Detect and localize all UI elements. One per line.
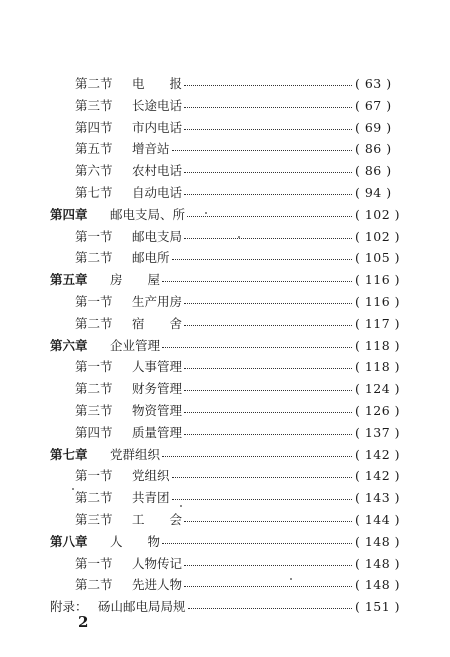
toc-page-number: ( 86 ) [355,163,392,179]
toc-entry-number: 第二节 [75,250,113,266]
toc-entry-title: 生产用房 [132,294,183,309]
toc-dot-leader [184,117,352,139]
toc-section-row [0,465,450,487]
toc-page-number: ( 126 ) [355,403,401,418]
toc-section-row [0,553,450,575]
toc-dot-leader [172,247,352,269]
toc-section-row [0,95,450,117]
toc-section-row [0,138,450,160]
toc-dot-leader [188,596,352,618]
toc-entry-number: 第一节 [75,468,113,484]
toc-entry-title: 党群组织 [110,446,161,462]
toc-dot-leader [187,204,352,226]
toc-entry-number: 第五章 [50,272,88,288]
scan-speck [238,236,240,238]
scan-speck [72,488,74,490]
toc-entry-number: 第四节 [75,119,113,135]
toc-page-number: ( 142 ) [355,446,401,462]
toc-section-row [0,226,450,248]
toc-page-number: ( 151 ) [355,599,401,615]
toc-entry-number: 第三节 [75,97,113,113]
scan-speck [205,212,207,214]
toc-entry-title: 宿 舍 [132,315,183,331]
toc-entry-title: 企业管理 [110,337,161,353]
toc-page-number: ( 144 ) [355,512,401,527]
toc-entry-title: 电 报 [132,76,183,91]
toc-entry-title: 物资管理 [132,403,183,418]
toc-section-row [0,400,450,422]
toc-entry-title: 自动电话 [132,185,183,200]
toc-dot-leader [184,73,352,95]
toc-dot-leader [184,574,352,596]
toc-dot-leader [184,182,352,204]
toc-page-number: ( 102 ) [355,228,401,244]
toc-page-number: ( 142 ) [355,468,401,484]
scan-speck [290,578,292,580]
toc-entry-number: 第四节 [75,424,113,440]
toc-section-row [0,291,450,313]
toc-section-row [0,422,450,444]
toc-entry-title: 财务管理 [132,381,183,397]
toc-entry-title: 工 会 [132,512,183,527]
toc-entry-title: 党组织 [132,468,170,484]
toc-section-row [0,313,450,335]
toc-entry-title: 邮电所 [132,250,170,266]
toc-entry-title: 砀山邮电局局规 [98,599,186,615]
toc-entry-number: 附录： [50,599,88,615]
toc-chapter-row [0,531,450,553]
toc-entry-number: 第二节 [75,381,113,397]
toc-chapter-row [0,335,450,357]
toc-page-number: ( 102 ) [355,206,401,222]
toc-entry-title: 共青团 [132,490,170,506]
toc-page-number: ( 94 ) [355,185,392,200]
toc-entry-number: 第七节 [75,185,113,200]
toc-page-number: ( 148 ) [355,577,401,593]
toc-entry-title: 长途电话 [132,97,183,113]
toc-section-row [0,182,450,204]
toc-entry-title: 质量管理 [132,424,183,440]
toc-entry-number: 第二节 [75,315,113,331]
toc-entry-number: 第八章 [50,533,88,549]
toc-section-row [0,160,450,182]
toc-section-row [0,574,450,596]
toc-page-number: ( 117 ) [355,315,401,331]
toc-dot-leader [172,465,352,487]
toc-page-number: ( 148 ) [355,533,401,549]
toc-entry-number: 第六章 [50,337,88,353]
toc-entry-title: 人 物 [110,533,161,549]
toc-section-row [0,509,450,531]
toc-page-number: ( 118 ) [355,359,401,375]
toc-page-number: ( 69 ) [355,119,392,135]
toc-page-number: ( 137 ) [355,424,401,440]
toc-entry-number: 第二节 [75,577,113,593]
toc-dot-leader [162,444,352,466]
toc-entry-title: 邮电支局 [132,228,183,244]
toc-dot-leader [184,95,352,117]
toc-entry-number: 第三节 [75,403,113,418]
toc-entry-number: 第一节 [75,555,113,571]
toc-entry-number: 第一节 [75,359,113,375]
toc-dot-leader [162,269,352,291]
toc-section-row [0,378,450,400]
toc-entry-title: 先进人物 [132,577,183,593]
toc-entry-title: 增音站 [132,141,170,157]
toc-entry-number: 第一节 [75,228,113,244]
toc-dot-leader [184,226,352,248]
toc-dot-leader [184,356,352,378]
toc-dot-leader [172,138,352,160]
toc-entry-number: 第五节 [75,141,113,157]
toc-section-row [0,73,450,95]
toc-dot-leader [162,531,352,553]
toc-dot-leader [184,378,352,400]
toc-entry-number: 第二节 [75,76,113,91]
toc-section-row [0,247,450,269]
toc-section-row [0,487,450,509]
toc-dot-leader [184,509,352,531]
toc-dot-leader [184,400,352,422]
toc-section-row [0,356,450,378]
toc-page-number: ( 124 ) [355,381,401,397]
toc-page-number: ( 86 ) [355,141,392,157]
toc-dot-leader [184,422,352,444]
toc-entry-number: 第一节 [75,294,113,309]
toc-dot-leader [184,291,352,313]
toc-page-number: ( 63 ) [355,76,392,91]
toc-section-row [0,117,450,139]
toc-chapter-row [0,444,450,466]
toc-dot-leader [184,553,352,575]
toc-dot-leader [184,313,352,335]
toc-entry-number: 第二节 [75,490,113,506]
toc-entry-title: 人事管理 [132,359,183,375]
toc-dot-leader [184,160,352,182]
toc-entry-title: 房 屋 [110,272,161,288]
page-number: 2 [78,613,89,631]
toc-page-number: ( 148 ) [355,555,401,571]
toc-page-number: ( 67 ) [355,97,392,113]
toc-entry-number: 第七章 [50,446,88,462]
toc-page-number: ( 105 ) [355,250,401,266]
toc-entry-title: 农村电话 [132,163,183,179]
toc-entry-number: 第六节 [75,163,113,179]
toc-dot-leader [162,335,352,357]
toc-dot-leader [172,487,352,509]
toc-entry-number: 第四章 [50,206,88,222]
toc-entry-title: 人物传记 [132,555,183,571]
toc-page-number: ( 116 ) [355,272,401,288]
toc-page-number: ( 143 ) [355,490,401,506]
toc-chapter-row [0,269,450,291]
toc-entry-title: 邮电支局、所 [110,206,186,222]
toc-entry-title: 市内电话 [132,119,183,135]
toc-chapter-row [0,204,450,226]
toc-page-number: ( 116 ) [355,294,401,309]
toc-appendix-row [0,596,450,618]
toc-entry-number: 第三节 [75,512,113,527]
scan-speck [180,505,182,507]
toc-page-number: ( 118 ) [355,337,401,353]
